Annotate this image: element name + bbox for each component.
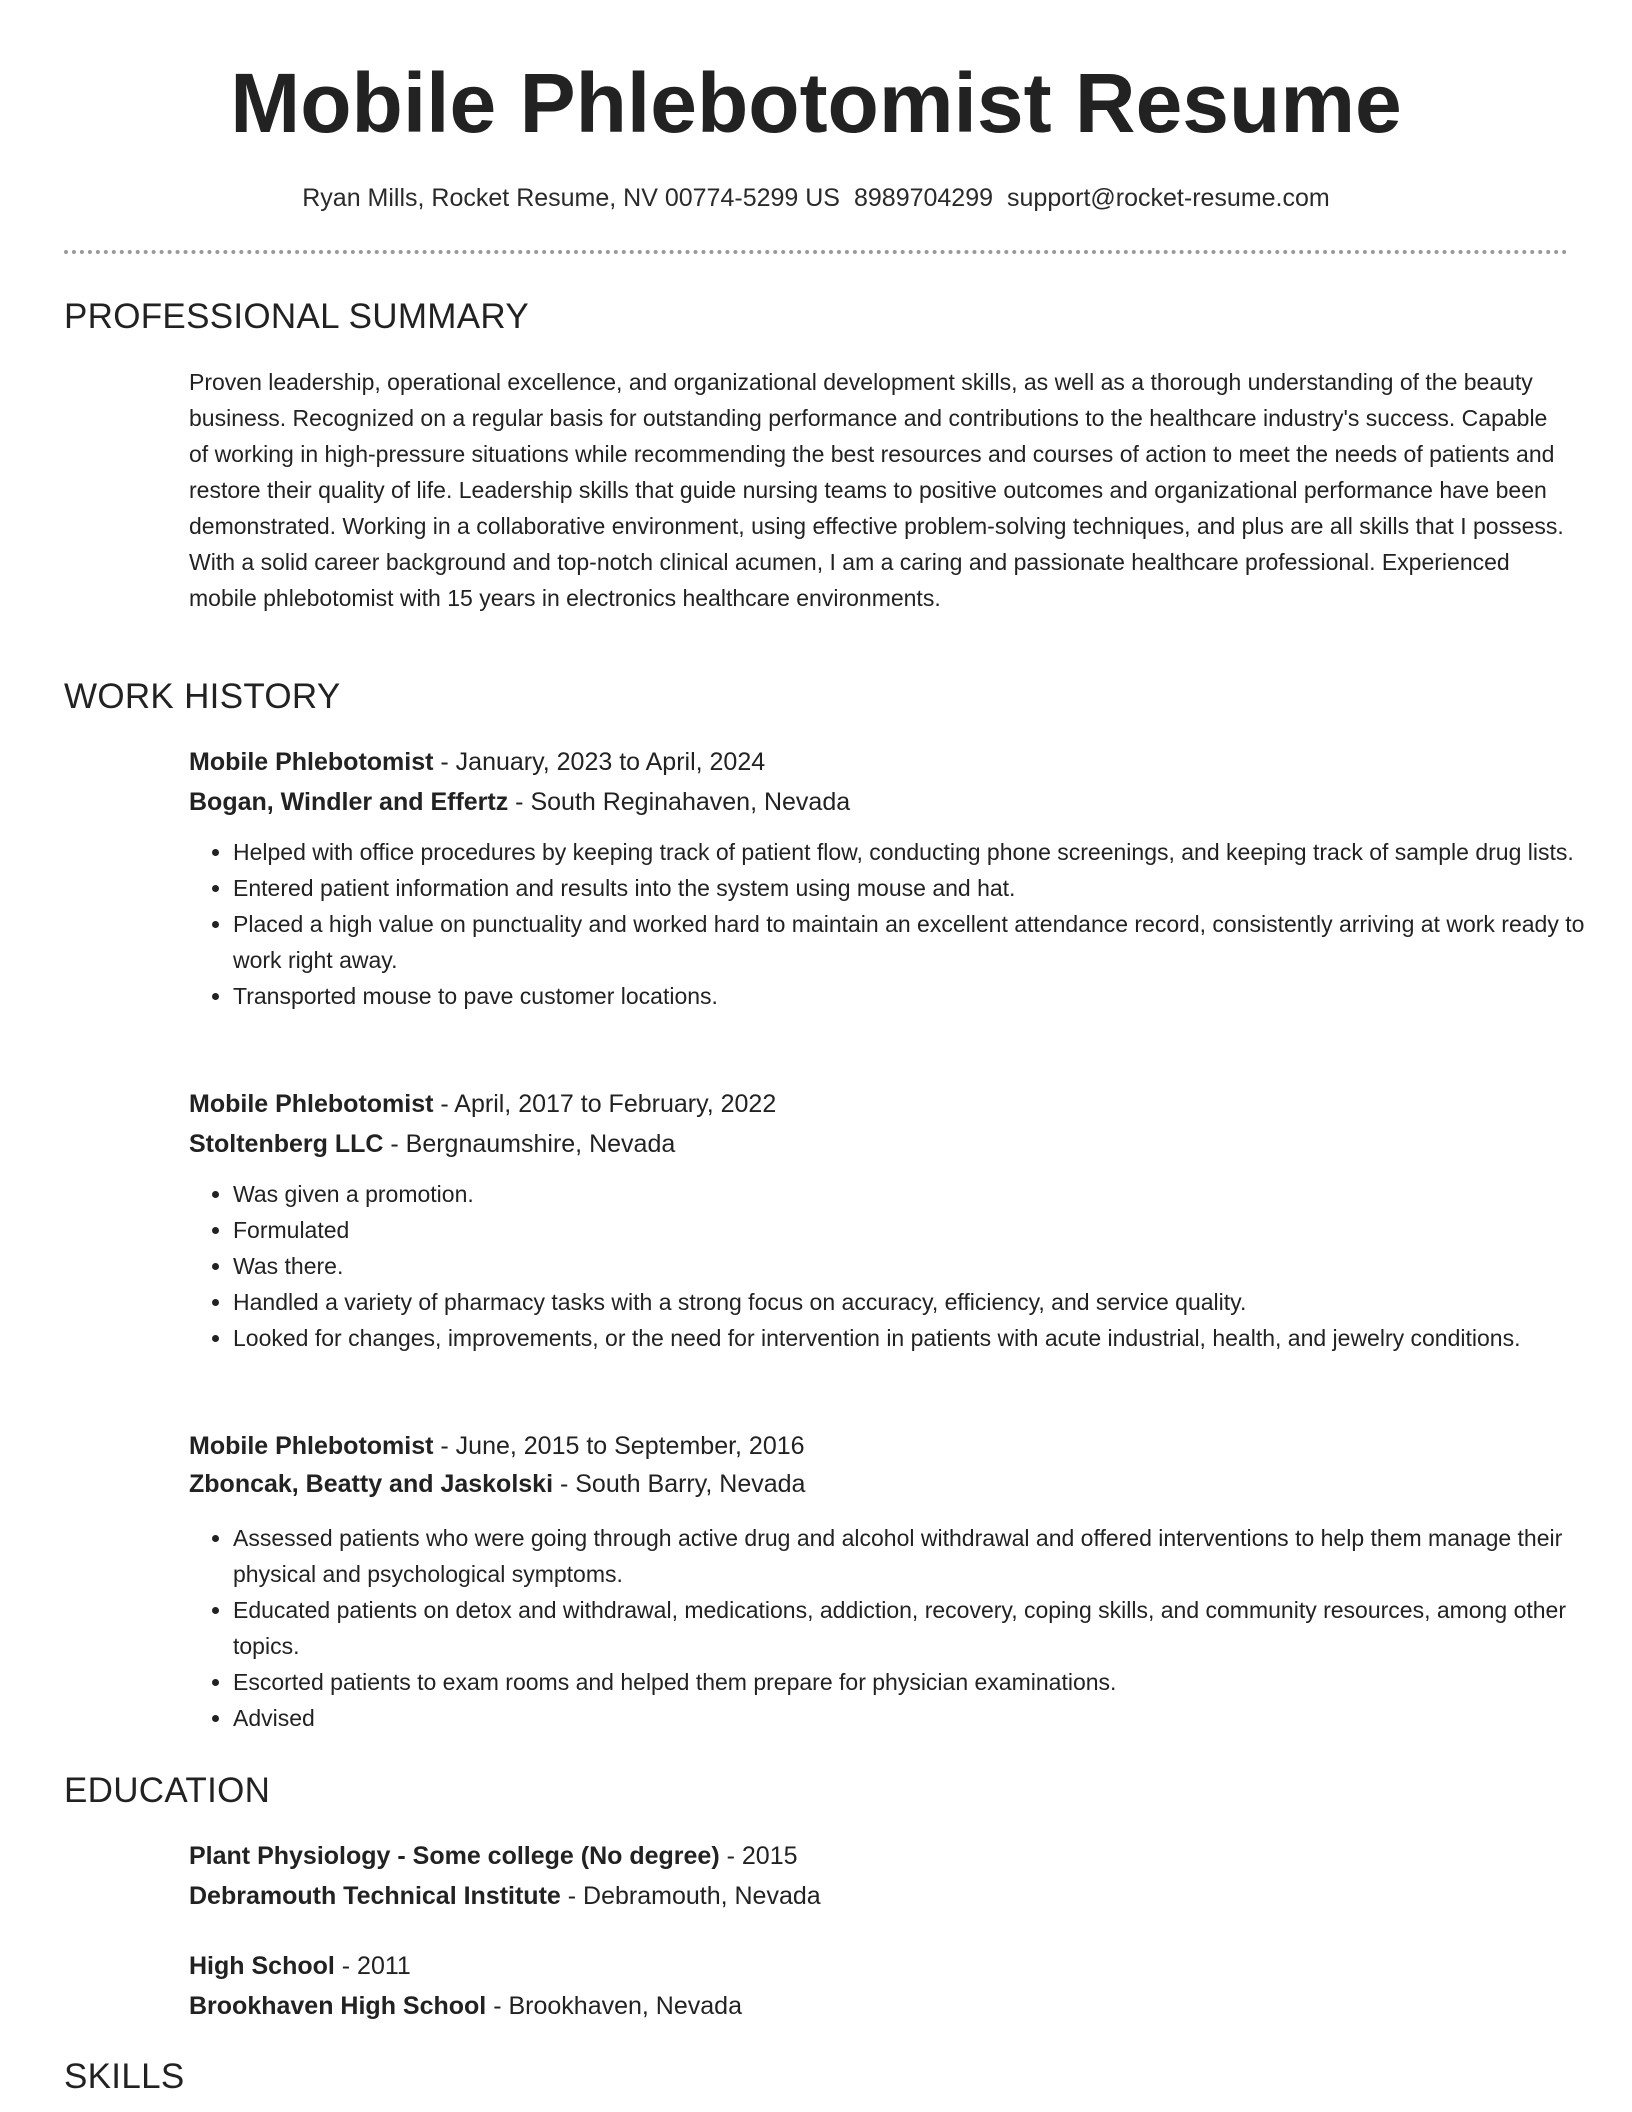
job-title-line xyxy=(189,1088,776,1120)
job-title: Mobile Phlebotomist xyxy=(189,1090,434,1118)
education-year: - 2015 xyxy=(719,1842,798,1870)
job-bullet: • Handled a variety of pharmacy tasks with a strong focus on accuracy, efficiency, and service quality. xyxy=(233,1284,1612,1320)
job-bullet: • Formulated xyxy=(233,1212,1612,1248)
education-degree-line xyxy=(189,1950,411,1982)
job-title-line xyxy=(189,746,765,778)
education-heading: EDUCATION xyxy=(64,1771,271,1810)
job-bullet: • Entered patient information and results into the system using mouse and hat. xyxy=(233,870,1612,906)
job-bullets xyxy=(189,1176,1612,1356)
job-bullets xyxy=(189,834,1612,1014)
job-bullet: • Was there. xyxy=(233,1248,1612,1284)
job-bullet: • Looked for changes, improvements, or the need for intervention in patients with acute industrial, health, and jewelry conditions. xyxy=(233,1320,1612,1356)
education-school: Debramouth Technical Institute xyxy=(189,1882,561,1910)
job-bullet: • Was given a promotion. xyxy=(233,1176,1612,1212)
contact-email: support@rocket-resume.com xyxy=(1007,184,1330,212)
education-degree-line xyxy=(189,1840,798,1872)
job-dates: - January, 2023 to April, 2024 xyxy=(433,748,766,776)
work-history-heading: WORK HISTORY xyxy=(64,677,341,716)
education-location: - Brookhaven, Nevada xyxy=(486,1992,742,2020)
summary-heading: PROFESSIONAL SUMMARY xyxy=(64,297,529,336)
education-school-line xyxy=(189,1880,821,1912)
job-bullet: • Placed a high value on punctuality and worked hard to maintain an excellent attendance record, consistently arriving at work ready to work right away. xyxy=(233,906,1612,978)
job-title-line xyxy=(189,1430,805,1462)
job-bullet: • Educated patients on detox and withdrawal, medications, addiction, recovery, coping skills, and community resources, among other topics. xyxy=(233,1592,1612,1664)
job-company-line xyxy=(189,786,850,818)
job-dates: - June, 2015 to September, 2016 xyxy=(433,1432,805,1460)
job-bullet: • Escorted patients to exam rooms and helped them prepare for physician examinations. xyxy=(233,1664,1612,1700)
job-company: Stoltenberg LLC xyxy=(189,1130,384,1158)
job-location: - Bergnaumshire, Nevada xyxy=(383,1130,676,1158)
contact-phone: 8989704299 xyxy=(853,184,994,212)
contact-info xyxy=(0,182,1632,214)
page-title: Mobile Phlebotomist Resume xyxy=(230,56,1402,150)
job-title: Mobile Phlebotomist xyxy=(189,1432,434,1460)
education-school: Brookhaven High School xyxy=(189,1992,487,2020)
skills-heading: SKILLS xyxy=(64,2057,185,2096)
header-divider xyxy=(64,250,1568,254)
job-bullet: • Assessed patients who were going through active drug and alcohol withdrawal and offered interventions to help them manage their physical and psychological symptoms. xyxy=(233,1520,1612,1592)
education-degree: High School xyxy=(189,1952,335,1980)
job-location: - South Barry, Nevada xyxy=(553,1470,806,1498)
job-bullet: • Advised xyxy=(233,1700,1612,1736)
education-school-line xyxy=(189,1990,742,2022)
contact-address: Ryan Mills, Rocket Resume, NV 00774-5299 US xyxy=(302,184,840,212)
education-year: - 2011 xyxy=(334,1952,411,1980)
job-company: Bogan, Windler and Effertz xyxy=(189,788,509,816)
job-bullet: • Transported mouse to pave customer locations. xyxy=(233,978,1612,1014)
education-location: - Debramouth, Nevada xyxy=(560,1882,821,1910)
job-company: Zboncak, Beatty and Jaskolski xyxy=(189,1470,554,1498)
job-dates: - April, 2017 to February, 2022 xyxy=(433,1090,777,1118)
job-title: Mobile Phlebotomist xyxy=(189,748,434,776)
summary-text: Proven leadership, operational excellence, and organizational development skills, as well as a thorough understanding of the beauty business. Recognized on a regular basis for outstanding performance and contributions to the healthcare industry's success. Capable of working in high-pressure situations while recommending the best resources and courses of action to meet the needs of patients and restore their quality of life. Leadership skills that guide nursing teams to positive outcomes and organizational performance have been demonstrated. Working in a collaborative environment, using effective problem-solving techniques, and plus are all skills that I possess. With a solid career background and top-notch clinical acumen, I am a caring and passionate healthcare professional. Experienced mobile phlebotomist with 15 years in electronics healthcare environments. xyxy=(189,369,1564,611)
job-bullets xyxy=(189,1520,1612,1736)
job-location: - South Reginahaven, Nevada xyxy=(508,788,851,816)
job-company-line xyxy=(189,1128,675,1160)
job-company-line xyxy=(189,1468,805,1500)
job-bullet: • Helped with office procedures by keeping track of patient flow, conducting phone screenings, and keeping track of sample drug lists. xyxy=(233,834,1612,870)
education-degree: Plant Physiology - Some college (No degree) xyxy=(189,1842,720,1870)
